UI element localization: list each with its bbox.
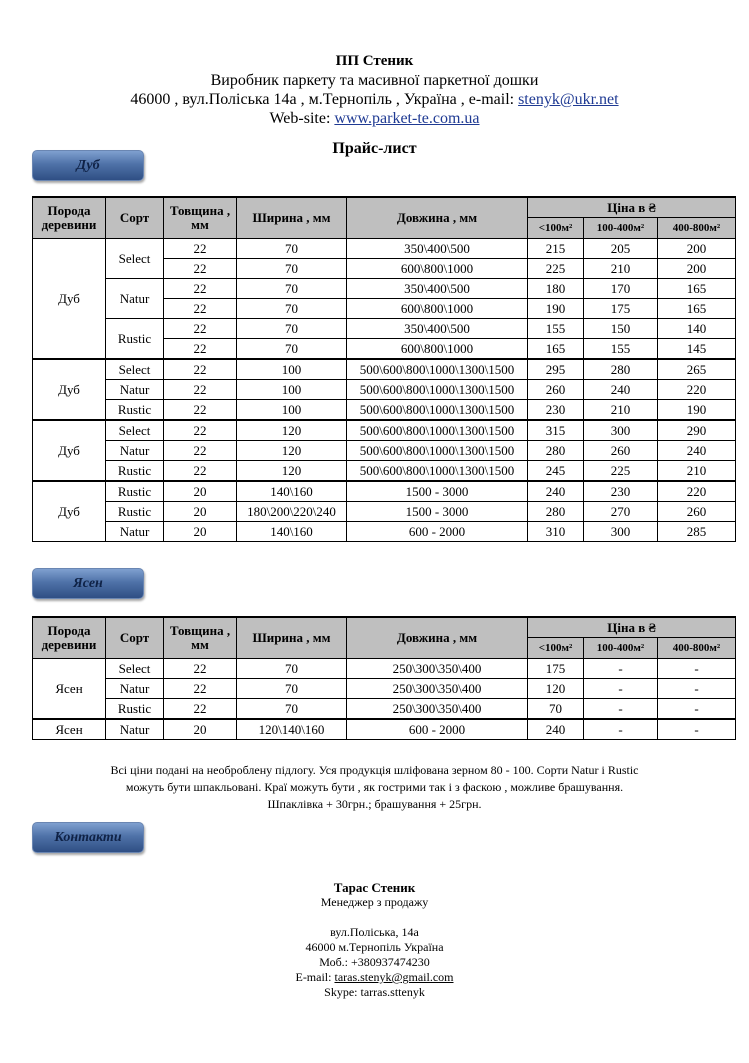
company-name: ПП Стеник	[335, 53, 414, 69]
price-cell: 240	[584, 380, 658, 400]
col-thickness: Товщина , мм	[164, 617, 237, 659]
table-row	[33, 461, 736, 482]
price-cell: 240	[658, 441, 736, 461]
price-cell: 215	[528, 239, 584, 259]
table-row	[33, 719, 736, 740]
thickness-cell: 22	[164, 461, 237, 482]
price-cell: 175	[528, 659, 584, 679]
price-cell: 270	[584, 502, 658, 522]
section-tab-contacts: Контакти	[32, 822, 144, 853]
note-line: Шпаклівка + 30грн.; брашування + 25грн.	[267, 797, 482, 811]
price-cell: 315	[528, 420, 584, 441]
thickness-cell: 20	[164, 522, 237, 542]
col-price: Ціна в ₴	[528, 617, 736, 638]
grade-cell: Select	[106, 239, 164, 279]
pricing-note	[0, 762, 749, 813]
note-line: можуть бути шпакльовані. Краї можуть бути , як гострими так і з фаскою , можливе брашування.	[125, 780, 624, 794]
oak-price-table	[32, 196, 736, 542]
grade-cell: Rustic	[106, 461, 164, 482]
thickness-cell: 22	[164, 679, 237, 699]
table-row	[33, 239, 736, 259]
website-link[interactable]: www.parket-te.com.ua	[334, 110, 480, 127]
thickness-cell: 20	[164, 481, 237, 502]
species-cell: Дуб	[33, 481, 106, 542]
contact-email-link[interactable]: taras.stenyk@gmail.com	[334, 970, 454, 984]
price-cell: 170	[584, 279, 658, 299]
grade-cell: Natur	[106, 279, 164, 319]
website-line	[0, 109, 749, 128]
price-cell: 240	[528, 481, 584, 502]
price-cell: 165	[658, 279, 736, 299]
price-cell: 180	[528, 279, 584, 299]
contact-phone: Моб.: +380937474230	[319, 955, 430, 969]
price-cell: 190	[658, 400, 736, 421]
price-cell: 280	[584, 359, 658, 380]
width-cell: 120\140\160	[237, 719, 347, 740]
price-cell: 245	[528, 461, 584, 482]
address-line	[0, 90, 749, 109]
contact-block	[0, 880, 749, 1000]
thickness-cell: 22	[164, 380, 237, 400]
width-cell: 70	[237, 239, 347, 259]
length-cell: 1500 - 3000	[347, 502, 528, 522]
grade-cell: Rustic	[106, 400, 164, 421]
thickness-cell: 22	[164, 239, 237, 259]
price-cell: 190	[528, 299, 584, 319]
col-grade: Сорт	[106, 617, 164, 659]
width-cell: 120	[237, 441, 347, 461]
price-cell: 220	[658, 380, 736, 400]
price-cell: -	[658, 679, 736, 699]
price-cell: -	[584, 679, 658, 699]
thickness-cell: 22	[164, 441, 237, 461]
width-cell: 140\160	[237, 522, 347, 542]
price-cell: 200	[658, 239, 736, 259]
oak-table-body	[33, 239, 736, 542]
email-link[interactable]: stenyk@ukr.net	[518, 91, 619, 108]
width-cell: 70	[237, 319, 347, 339]
grade-cell: Rustic	[106, 481, 164, 502]
price-cell: 155	[528, 319, 584, 339]
website-label: Web-site:	[269, 110, 335, 127]
thickness-cell: 22	[164, 339, 237, 360]
price-cell: 260	[528, 380, 584, 400]
price-cell: 200	[658, 259, 736, 279]
length-cell: 250\300\350\400	[347, 679, 528, 699]
length-cell: 600\800\1000	[347, 299, 528, 319]
section-tab-oak: Дуб	[32, 150, 144, 181]
width-cell: 120	[237, 461, 347, 482]
price-cell: 225	[584, 461, 658, 482]
price-cell: 295	[528, 359, 584, 380]
width-cell: 100	[237, 359, 347, 380]
price-cell: 225	[528, 259, 584, 279]
length-cell: 250\300\350\400	[347, 699, 528, 720]
thickness-cell: 20	[164, 502, 237, 522]
length-cell: 600 - 2000	[347, 522, 528, 542]
species-cell: Дуб	[33, 359, 106, 420]
price-cell: -	[584, 699, 658, 720]
width-cell: 70	[237, 299, 347, 319]
width-cell: 180\200\220\240	[237, 502, 347, 522]
width-cell: 100	[237, 400, 347, 421]
price-cell: 240	[528, 719, 584, 740]
grade-cell: Select	[106, 359, 164, 380]
thickness-cell: 22	[164, 659, 237, 679]
col-species: Порода деревини	[33, 197, 106, 239]
length-cell: 350\400\500	[347, 319, 528, 339]
price-cell: -	[584, 659, 658, 679]
thickness-cell: 22	[164, 359, 237, 380]
price-cell: 210	[658, 461, 736, 482]
thickness-cell: 22	[164, 259, 237, 279]
length-cell: 500\600\800\1000\1300\1500	[347, 441, 528, 461]
price-cell: 230	[528, 400, 584, 421]
contact-email-label: E-mail:	[295, 970, 335, 984]
width-cell: 100	[237, 380, 347, 400]
grade-cell: Natur	[106, 380, 164, 400]
price-cell: 210	[584, 259, 658, 279]
col-price-tier-3: 400-800м²	[658, 638, 736, 659]
price-cell: 165	[528, 339, 584, 360]
grade-cell: Select	[106, 420, 164, 441]
species-cell: Ясен	[33, 719, 106, 740]
col-price: Ціна в ₴	[528, 197, 736, 218]
length-cell: 500\600\800\1000\1300\1500	[347, 461, 528, 482]
width-cell: 70	[237, 659, 347, 679]
contact-name: Тарас Стеник	[333, 880, 416, 895]
col-price-tier-1: <100м²	[528, 638, 584, 659]
contact-email-line	[0, 970, 749, 985]
col-thickness: Товщина , мм	[164, 197, 237, 239]
thickness-cell: 22	[164, 299, 237, 319]
note-line: Всі ціни подані на необроблену підлогу. Уся продукція шліфована зерном 80 - 100. Сорти Natur і Rustic	[110, 763, 639, 777]
contact-role: Менеджер з продажу	[320, 895, 429, 909]
price-cell: 210	[584, 400, 658, 421]
length-cell: 500\600\800\1000\1300\1500	[347, 400, 528, 421]
table-row	[33, 359, 736, 380]
price-cell: 310	[528, 522, 584, 542]
grade-cell: Rustic	[106, 699, 164, 720]
width-cell: 70	[237, 339, 347, 360]
grade-cell: Select	[106, 659, 164, 679]
col-width: Ширина , мм	[237, 617, 347, 659]
length-cell: 500\600\800\1000\1300\1500	[347, 380, 528, 400]
table-row	[33, 380, 736, 400]
width-cell: 70	[237, 699, 347, 720]
price-cell: -	[658, 659, 736, 679]
thickness-cell: 22	[164, 319, 237, 339]
length-cell: 250\300\350\400	[347, 659, 528, 679]
ash-price-table	[32, 616, 736, 740]
grade-cell: Rustic	[106, 502, 164, 522]
width-cell: 70	[237, 279, 347, 299]
width-cell: 70	[237, 259, 347, 279]
thickness-cell: 22	[164, 699, 237, 720]
table-row	[33, 319, 736, 339]
col-grade: Сорт	[106, 197, 164, 239]
length-cell: 600\800\1000	[347, 339, 528, 360]
price-cell: 300	[584, 420, 658, 441]
section-tab-ash: Ясен	[32, 568, 144, 599]
col-price-tier-1: <100м²	[528, 218, 584, 239]
table-row	[33, 679, 736, 699]
col-width: Ширина , мм	[237, 197, 347, 239]
price-cell: 260	[658, 502, 736, 522]
price-cell: 205	[584, 239, 658, 259]
thickness-cell: 22	[164, 400, 237, 421]
contact-skype: Skype: tarras.sttenyk	[324, 985, 425, 999]
price-cell: 120	[528, 679, 584, 699]
table-row	[33, 441, 736, 461]
price-cell: -	[584, 719, 658, 740]
price-cell: 300	[584, 522, 658, 542]
table-row	[33, 659, 736, 679]
col-price-tier-2: 100-400м²	[584, 218, 658, 239]
thickness-cell: 22	[164, 420, 237, 441]
species-cell: Дуб	[33, 239, 106, 360]
width-cell: 120	[237, 420, 347, 441]
length-cell: 500\600\800\1000\1300\1500	[347, 359, 528, 380]
price-cell: 280	[528, 441, 584, 461]
price-cell: 290	[658, 420, 736, 441]
width-cell: 140\160	[237, 481, 347, 502]
thickness-cell: 20	[164, 719, 237, 740]
length-cell: 500\600\800\1000\1300\1500	[347, 420, 528, 441]
length-cell: 350\400\500	[347, 239, 528, 259]
price-cell: 155	[584, 339, 658, 360]
col-length: Довжина , мм	[347, 617, 528, 659]
width-cell: 70	[237, 679, 347, 699]
col-length: Довжина , мм	[347, 197, 528, 239]
length-cell: 600\800\1000	[347, 259, 528, 279]
grade-cell: Natur	[106, 441, 164, 461]
table-row	[33, 420, 736, 441]
col-price-tier-3: 400-800м²	[658, 218, 736, 239]
price-cell: 285	[658, 522, 736, 542]
price-list-title: Прайс-лист	[332, 140, 417, 157]
table-row	[33, 400, 736, 421]
price-cell: 165	[658, 299, 736, 319]
price-cell: 230	[584, 481, 658, 502]
length-cell: 600 - 2000	[347, 719, 528, 740]
price-cell: -	[658, 719, 736, 740]
price-cell: 265	[658, 359, 736, 380]
price-cell: 150	[584, 319, 658, 339]
ash-table-body	[33, 659, 736, 740]
thickness-cell: 22	[164, 279, 237, 299]
price-cell: 220	[658, 481, 736, 502]
species-cell: Дуб	[33, 420, 106, 481]
price-cell: -	[658, 699, 736, 720]
address-text: 46000 , вул.Поліська 14а , м.Тернопіль , Україна , e-mail:	[130, 91, 519, 108]
price-cell: 175	[584, 299, 658, 319]
price-cell: 280	[528, 502, 584, 522]
price-cell: 260	[584, 441, 658, 461]
price-cell: 140	[658, 319, 736, 339]
col-price-tier-2: 100-400м²	[584, 638, 658, 659]
table-row	[33, 502, 736, 522]
price-cell: 145	[658, 339, 736, 360]
table-row	[33, 279, 736, 299]
table-row	[33, 481, 736, 502]
species-cell: Ясен	[33, 659, 106, 720]
table-row	[33, 522, 736, 542]
length-cell: 350\400\500	[347, 279, 528, 299]
table-row	[33, 699, 736, 720]
company-subtitle: Виробник паркету та масивної паркетної дошки	[210, 72, 539, 89]
grade-cell: Natur	[106, 679, 164, 699]
grade-cell: Rustic	[106, 319, 164, 360]
contact-street: вул.Поліська, 14а	[330, 925, 419, 939]
col-species: Порода деревини	[33, 617, 106, 659]
length-cell: 1500 - 3000	[347, 481, 528, 502]
price-cell: 70	[528, 699, 584, 720]
header	[0, 52, 749, 128]
grade-cell: Natur	[106, 522, 164, 542]
contact-city: 46000 м.Тернопіль Україна	[305, 940, 444, 954]
grade-cell: Natur	[106, 719, 164, 740]
